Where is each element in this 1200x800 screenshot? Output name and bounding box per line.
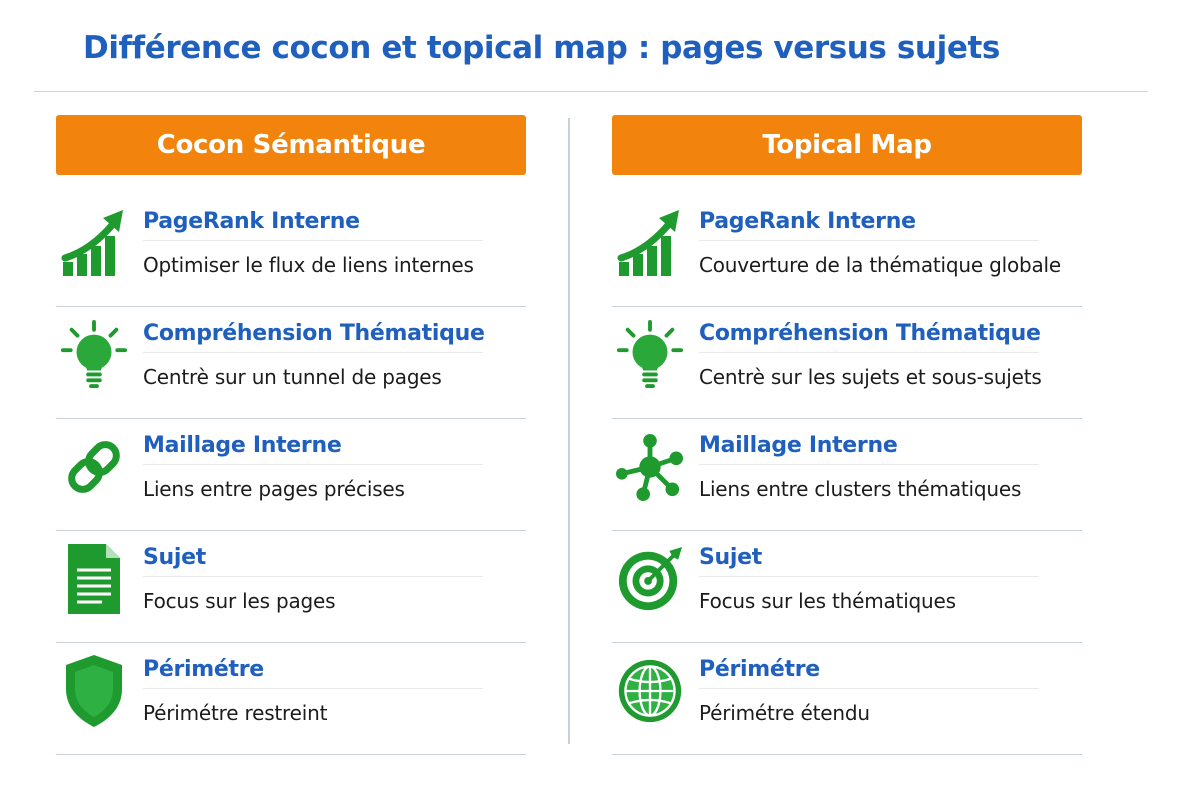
item-description: Focus sur les pages <box>143 589 336 613</box>
item-description: Focus sur les thématiques <box>699 589 956 613</box>
list-item <box>56 419 526 531</box>
item-list <box>612 195 1082 755</box>
page-title: Différence cocon et topical map : pages versus sujets <box>83 30 1000 66</box>
item-label: Périmétre <box>143 657 264 682</box>
target-icon <box>616 541 684 617</box>
item-description: Couverture de la thématique globale <box>699 253 1062 277</box>
item-description: Liens entre clusters thématiques <box>699 477 1022 501</box>
chain-link-icon <box>60 429 128 505</box>
list-item <box>56 531 526 643</box>
item-label: Compréhension Thématique <box>699 321 1041 346</box>
item-underline <box>143 688 483 689</box>
item-underline <box>699 688 1039 689</box>
lightbulb-icon <box>616 317 684 393</box>
list-item <box>56 307 526 419</box>
list-item <box>612 531 1082 643</box>
list-item <box>56 195 526 307</box>
lightbulb-icon <box>60 317 128 393</box>
list-item <box>612 419 1082 531</box>
title-divider <box>34 91 1148 92</box>
list-item <box>612 643 1082 755</box>
item-underline <box>143 352 483 353</box>
growth-chart-icon <box>60 205 128 281</box>
shield-icon <box>60 653 128 729</box>
column-header: Cocon Sémantique <box>56 115 526 175</box>
list-item <box>612 195 1082 307</box>
item-label: Compréhension Thématique <box>143 321 485 346</box>
column-header: Topical Map <box>612 115 1082 175</box>
item-label: PageRank Interne <box>143 209 360 234</box>
item-label: Sujet <box>699 545 762 570</box>
item-description: Centrè sur les sujets et sous-sujets <box>699 365 1042 389</box>
item-label: Sujet <box>143 545 206 570</box>
item-underline <box>699 240 1039 241</box>
item-label: Maillage Interne <box>143 433 342 458</box>
column-topical-map <box>612 115 1082 755</box>
item-underline <box>699 352 1039 353</box>
item-list <box>56 195 526 755</box>
document-icon <box>60 541 128 617</box>
list-item <box>56 643 526 755</box>
item-underline <box>143 240 483 241</box>
item-label: Périmétre <box>699 657 820 682</box>
column-cocon-semantique <box>56 115 526 755</box>
network-hub-icon <box>616 429 684 505</box>
column-separator <box>568 118 570 744</box>
item-description: Optimiser le flux de liens internes <box>143 253 474 277</box>
item-underline <box>143 576 483 577</box>
item-description: Périmétre étendu <box>699 701 870 725</box>
item-underline <box>143 464 483 465</box>
item-underline <box>699 464 1039 465</box>
globe-icon <box>616 653 684 729</box>
item-label: PageRank Interne <box>699 209 916 234</box>
item-description: Centrè sur un tunnel de pages <box>143 365 442 389</box>
item-underline <box>699 576 1039 577</box>
growth-chart-icon <box>616 205 684 281</box>
item-label: Maillage Interne <box>699 433 898 458</box>
list-item <box>612 307 1082 419</box>
item-description: Périmétre restreint <box>143 701 328 725</box>
item-description: Liens entre pages précises <box>143 477 405 501</box>
